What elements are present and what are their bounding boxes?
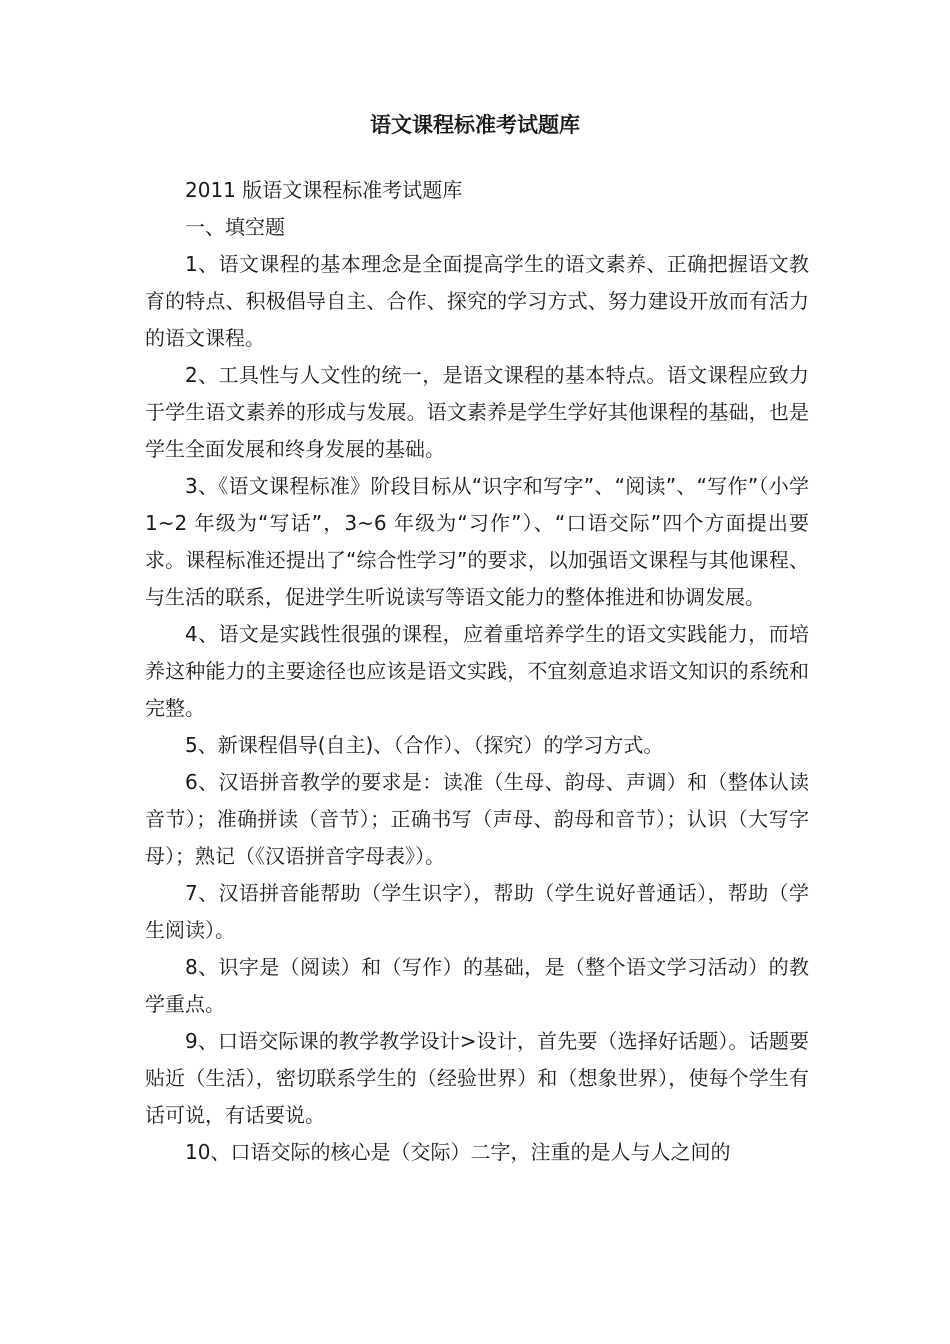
paragraph-section-heading: 一、填空题 (185, 215, 285, 239)
paragraph-item-2: 2、工具性与人文性的统一，是语文课程的基本特点。语文课程应致力于学生语文素养的形成与发展。语文素养是学生学好其他课程的基础，也是学生全面发展和终身发展的基础。 (145, 363, 809, 461)
paragraph-item-6: 6、汉语拼音教学的要求是：读准（生母、韵母、声调）和（整体认读音节）；准确拼读（音节）；正确书写（声母、韵母和音节）；认识（大写字母）；熟记（《汉语拼音字母表》）。 (145, 770, 809, 868)
paragraph-item-3: 3、《语文课程标准》阶段目标从“识字和写字”、“阅读”、“写作”（小学 1~2 年级为“写话”，3~6 年级为“习作”）、“口语交际”四个方面提出要求。课程标准还提出了“综合性学习”的要求，以加强语文课程与其他课程、与生活的联系，促进学生听说读写等语文能力的整体推进和协调发展。 (145, 474, 809, 609)
paragraph-item-8: 8、识字是（阅读）和（写作）的基础，是（整个语文学习活动）的教学重点。 (145, 955, 809, 1016)
paragraph-item-4: 4、语文是实践性很强的课程，应着重培养学生的语文实践能力，而培养这种能力的主要途径也应该是语文实践，不宜刻意追求语文知识的系统和完整。 (145, 622, 809, 720)
document-body (145, 172, 809, 1171)
paragraph-item-1: 1、语文课程的基本理念是全面提高学生的语文素养、正确把握语文教育的特点、积极倡导自主、合作、探究的学习方式、努力建设开放而有活力的语文课程。 (145, 252, 809, 350)
paragraph-subtitle: 2011 版语文课程标准考试题库 (185, 178, 463, 202)
paragraph-item-10: 10、口语交际的核心是（交际）二字，注重的是人与人之间的 (185, 1140, 731, 1164)
paragraph-item-7: 7、汉语拼音能帮助（学生识字），帮助（学生说好普通话），帮助（学生阅读）。 (145, 881, 809, 942)
paragraph-item-5: 5、新课程倡导(自主)、（合作）、（探究）的学习方式。 (185, 733, 664, 757)
paragraph-item-9: 9、口语交际课的教学教学设计>设计，首先要（选择好话题）。话题要贴近（生活），密切联系学生的（经验世界）和（想象世界），使每个学生有话可说，有话要说。 (145, 1029, 809, 1127)
document-title: 语文课程标准考试题库 (370, 113, 580, 137)
